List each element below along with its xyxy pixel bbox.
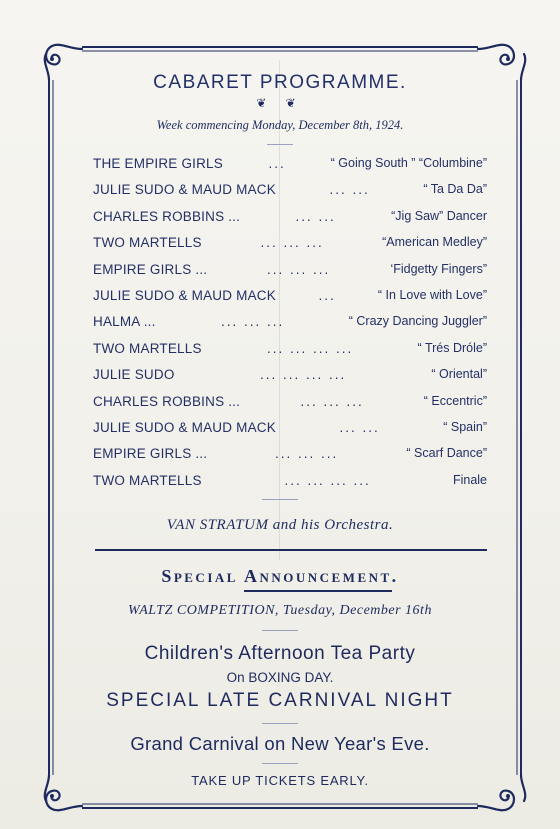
- leader-dots: ... ...: [295, 208, 336, 224]
- special-underline: [244, 590, 392, 592]
- leader-dots: ... ... ...: [300, 393, 364, 409]
- act-name: TWO MARTELLS: [93, 235, 202, 251]
- special-announcement: Special Announcement.: [161, 566, 399, 586]
- act-item: “ Scarf Dance”: [406, 446, 487, 461]
- act-name: TWO MARTELLS: [93, 340, 202, 356]
- act-item: “ Ta Da Da”: [423, 182, 487, 197]
- programme-row: [93, 235, 487, 255]
- programme-row: [93, 209, 487, 229]
- act-item: Finale: [452, 472, 487, 487]
- divider-newyear: [262, 763, 298, 764]
- new-year-carnival: Grand Carnival on New Year's Eve.: [130, 733, 430, 754]
- tickets-notice: TAKE UP TICKETS EARLY.: [191, 773, 369, 788]
- act-name: THE EMPIRE GIRLS: [93, 156, 223, 171]
- act-item: ‘Fidgetty Fingers”: [390, 261, 487, 276]
- act-item: “ In Love with Love”: [377, 288, 487, 302]
- act-name: JULIE SUDO & MAUD MACK: [93, 288, 276, 303]
- act-name: CHARLES ROBBINS ...: [93, 208, 241, 224]
- programme-row: [93, 314, 487, 334]
- waltz-competition: WALTZ COMPETITION, Tuesday, December 16th: [128, 603, 432, 618]
- leader-dots: ... ... ... ...: [284, 472, 371, 488]
- act-name: JULIE SUDO & MAUD MACK: [93, 420, 276, 435]
- carnival-night: SPECIAL LATE CARNIVAL NIGHT: [106, 690, 454, 711]
- programme-row: [93, 367, 487, 387]
- programme-row: [93, 262, 487, 282]
- programme-row: [93, 341, 487, 361]
- act-item: “ Spain”: [443, 420, 487, 434]
- leader-dots: ... ... ... ...: [260, 367, 347, 383]
- programme-row: [93, 394, 487, 414]
- act-name: TWO MARTELLS: [93, 472, 202, 488]
- programme-row: [93, 182, 487, 202]
- act-item: “ Crazy Dancing Juggler”: [348, 314, 487, 329]
- leader-dots: ... ... ...: [260, 235, 324, 251]
- act-item: “ Oriental”: [431, 367, 487, 382]
- leader-dots: ... ... ...: [267, 261, 331, 277]
- programme-row: [93, 420, 487, 440]
- act-name: CHARLES ROBBINS ...: [93, 393, 241, 409]
- leader-dots: ...: [318, 288, 336, 303]
- leader-dots: ... ...: [329, 182, 370, 198]
- act-item: “American Medley”: [382, 235, 487, 250]
- programme-row: [93, 446, 487, 466]
- floral-ornament: ❦ ❦: [256, 96, 304, 110]
- orchestra-line: VAN STRATUM and his Orchestra.: [166, 517, 394, 533]
- act-name: JULIE SUDO & MAUD MACK: [93, 182, 276, 198]
- week-commencing: Week commencing Monday, December 8th, 1924.: [156, 118, 404, 132]
- leader-dots: ... ...: [339, 420, 380, 435]
- leader-dots: ... ... ...: [275, 446, 339, 462]
- act-name: EMPIRE GIRLS ...: [93, 261, 208, 277]
- section-rule: [95, 549, 487, 551]
- leader-dots: ...: [268, 156, 286, 171]
- act-item: “Jig Saw” Dancer: [391, 208, 487, 223]
- leader-dots: ... ... ... ...: [267, 340, 354, 356]
- divider-carnival: [262, 723, 298, 724]
- divider-waltz: [262, 630, 298, 631]
- divider-middle: [262, 499, 298, 500]
- programme-row: [93, 473, 487, 493]
- programme-row: [93, 156, 487, 176]
- act-item: “ Going South ” “Columbine”: [330, 156, 487, 170]
- leader-dots: ... ... ...: [221, 314, 285, 330]
- page-title: CABARET PROGRAMME.: [153, 72, 407, 93]
- act-name: JULIE SUDO: [93, 367, 175, 383]
- act-name: HALMA ...: [93, 314, 156, 330]
- tea-party: Children's Afternoon Tea Party: [144, 643, 416, 664]
- act-item: “ Eccentric”: [423, 393, 487, 408]
- act-item: “ Trés Dróle”: [417, 340, 487, 355]
- act-name: EMPIRE GIRLS ...: [93, 446, 208, 462]
- boxing-day: On BOXING DAY.: [226, 670, 334, 685]
- divider-top: [267, 144, 293, 145]
- programme-row: [93, 288, 487, 308]
